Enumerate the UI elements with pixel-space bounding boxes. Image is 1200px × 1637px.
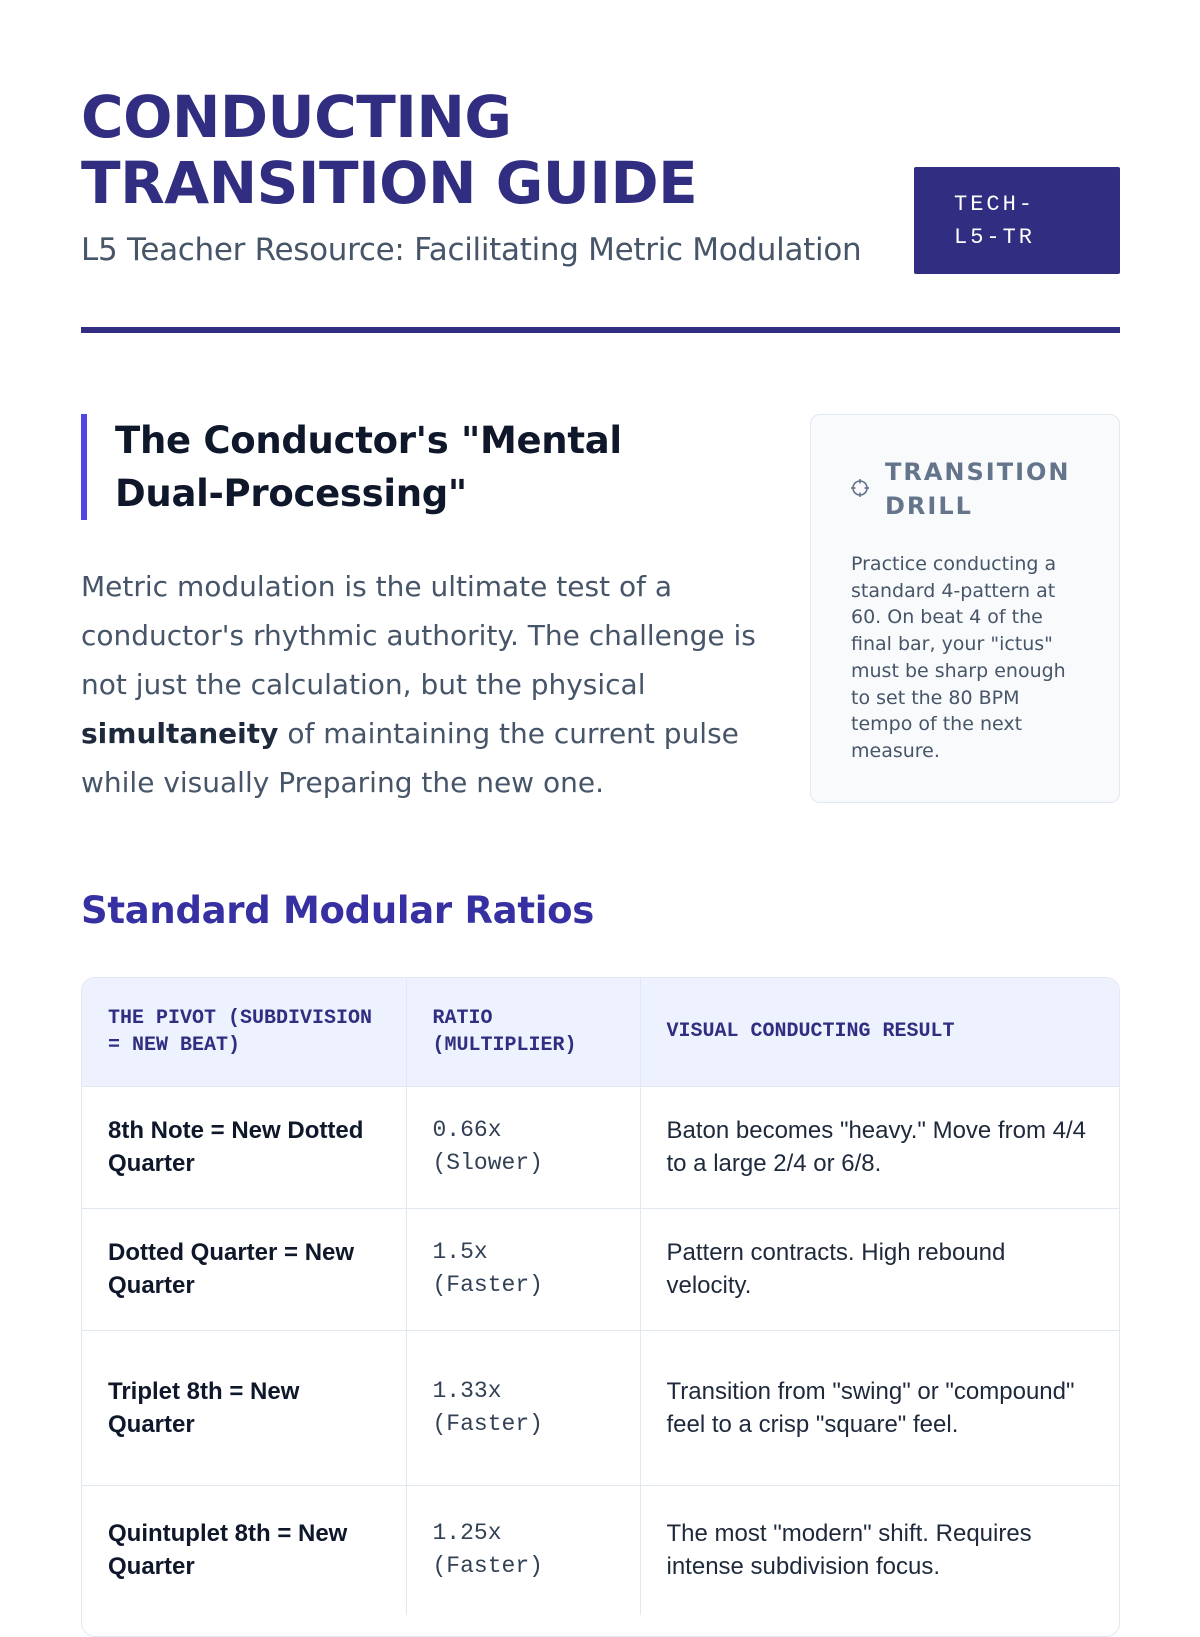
column-header-ratio: RATIO (MULTIPLIER) <box>406 978 640 1086</box>
page-title <box>81 84 801 216</box>
table-row <box>82 1485 1119 1615</box>
pivot-cell: Dotted Quarter = New Quarter <box>82 1208 406 1330</box>
document-code-line-1: TECH- <box>954 192 1036 217</box>
intro-paragraph <box>81 562 761 807</box>
intro-heading: The Conductor's "Mental Dual-Processing" <box>115 419 622 515</box>
result-cell: Baton becomes "heavy." Move from 4/4 to a large 2/4 or 6/8. <box>640 1086 1119 1208</box>
table-header-row <box>82 978 1119 1086</box>
ratio-note: (Faster) <box>432 1272 543 1298</box>
ratio-value: 0.66x <box>432 1117 502 1143</box>
result-cell: Pattern contracts. High rebound velocity. <box>640 1208 1119 1330</box>
intro-text-emphasis: simultaneity <box>81 717 279 750</box>
drill-title: TRANSITION DRILL <box>885 458 1071 520</box>
page-title-line-1: CONDUCTING <box>81 83 512 151</box>
document-header <box>81 0 1120 334</box>
intro-text-start: Metric modulation is the ultimate test of a conductor's rhythmic authority. The challenge is not just the calculation, but the physical <box>81 570 756 701</box>
pivot-cell: Quintuplet 8th = New Quarter <box>82 1485 406 1615</box>
header-divider <box>81 327 1120 333</box>
ratios-table-container <box>81 977 1120 1637</box>
result-cell: Transition from "swing" or "compound" feel to a crisp "square" feel. <box>640 1330 1119 1485</box>
ratio-cell <box>406 1208 640 1330</box>
ratio-value: 1.33x <box>432 1377 502 1404</box>
ratio-cell <box>406 1330 640 1485</box>
page-subtitle: L5 Teacher Resource: Facilitating Metric Modulation <box>81 232 862 268</box>
document-code-line-2: L5-TR <box>954 225 1036 250</box>
page-title-line-2: TRANSITION GUIDE <box>81 149 698 217</box>
column-header-result: VISUAL CONDUCTING RESULT <box>640 978 1119 1086</box>
intro-text-end: of maintaining the current pulse while visually Preparing the new one. <box>81 717 739 799</box>
table-row <box>82 1208 1119 1330</box>
crosshair-icon <box>851 479 869 497</box>
drill-text: Practice conducting a standard 4-pattern at 60. On beat 4 of the final bar, your "ictus" must be sharp enough to set the 80 BPM tempo of the next measure. <box>851 553 1066 762</box>
intro-heading-block <box>81 414 741 520</box>
ratio-note: (Faster) <box>432 1410 543 1437</box>
ratio-note: (Slower) <box>432 1150 543 1176</box>
ratio-value: 1.25x <box>432 1520 502 1547</box>
ratios-heading: Standard Modular Ratios <box>81 889 594 932</box>
document-code-badge <box>914 167 1120 274</box>
page <box>81 0 1120 1581</box>
ratio-value: 1.5x <box>432 1239 488 1265</box>
ratio-cell <box>406 1086 640 1208</box>
pivot-cell: 8th Note = New Dotted Quarter <box>82 1086 406 1208</box>
pivot-cell: Triplet 8th = New Quarter <box>82 1330 406 1485</box>
table-row <box>82 1086 1119 1208</box>
ratio-note: (Faster) <box>432 1553 543 1580</box>
ratio-cell <box>406 1485 640 1615</box>
ratios-table <box>82 978 1119 1615</box>
transition-drill-card <box>810 414 1120 803</box>
result-cell: The most "modern" shift. Requires intense subdivision focus. <box>666 1520 1032 1581</box>
column-header-pivot: THE PIVOT (SUBDIVISION = NEW BEAT) <box>82 978 406 1086</box>
table-row <box>82 1330 1119 1485</box>
